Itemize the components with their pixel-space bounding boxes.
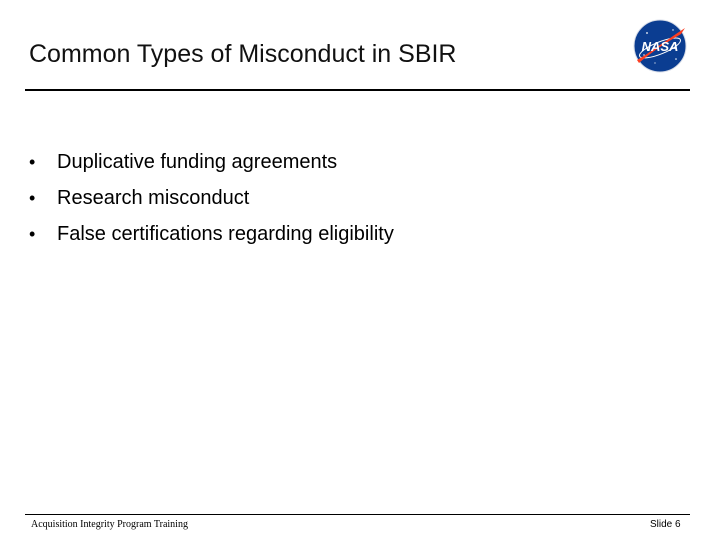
list-item (29, 150, 394, 186)
logo-text: NASA (641, 39, 679, 54)
footer-program-name: Acquisition Integrity Program Training (31, 519, 188, 530)
bullet-text: Duplicative funding agreements (57, 151, 338, 173)
bullet-marker: • (29, 188, 36, 208)
bullet-text: Research misconduct (57, 187, 250, 209)
title-divider (25, 89, 690, 91)
bullet-marker: • (29, 224, 36, 244)
bullet-text: False certifications regarding eligibility (57, 223, 394, 245)
slide-title: Common Types of Misconduct in SBIR (29, 40, 457, 68)
slide-number: Slide 6 (650, 519, 681, 530)
nasa-logo-icon (631, 17, 689, 75)
bullet-list (29, 150, 394, 258)
footer-divider (25, 514, 690, 515)
list-item (29, 186, 394, 222)
nasa-logo-graphic (631, 17, 689, 75)
list-item (29, 222, 394, 258)
bullet-marker: • (29, 152, 36, 172)
